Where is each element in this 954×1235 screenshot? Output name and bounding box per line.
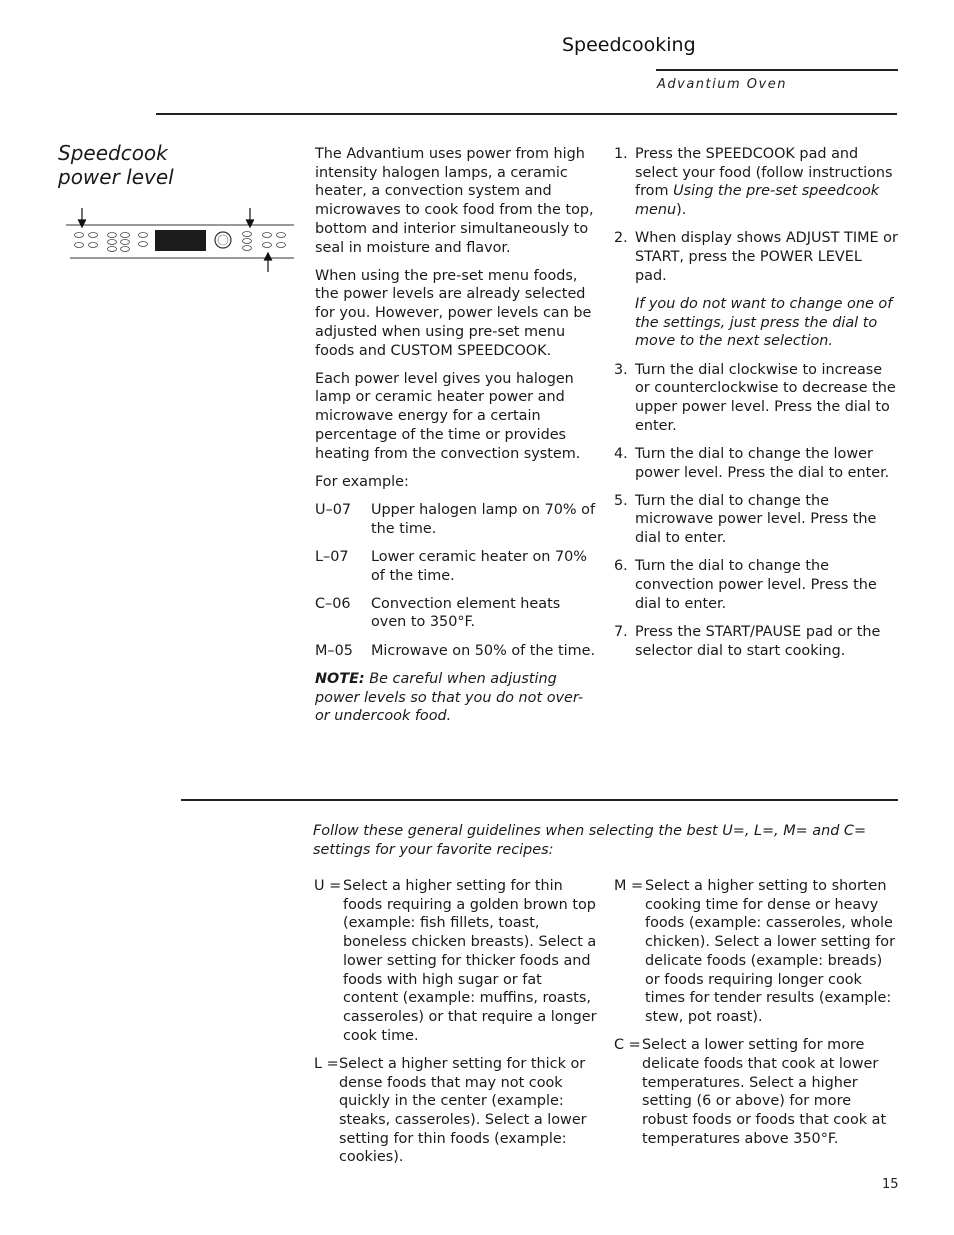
guideline-item	[614, 877, 898, 1027]
intro-paragraph: Each power level gives you halogen lamp or ceramic heater power and microwave energy for a certain percentage of the time or provides heating from the convection system.	[315, 370, 581, 462]
example-row	[315, 501, 597, 538]
step-text: Press the SPEEDCOOK pad and select your food (follow instructions from	[635, 146, 893, 200]
section-title-line1: Speedcook	[58, 141, 168, 165]
example-code: C–06	[315, 595, 351, 612]
example-row	[315, 642, 597, 661]
step-number: 5.	[614, 492, 628, 509]
header-rule	[656, 69, 898, 71]
step-text: When display shows ADJUST TIME or START, press the POWER LEVEL pad.	[635, 230, 898, 284]
intro-paragraph: The Advantium uses power from high intensity halogen lamps, a ceramic heater, a convection system and microwaves to cook food from the top, bottom and interior simultaneously to seal in moisture and flavor.	[315, 146, 594, 256]
guideline-text: Select a higher setting for thin foods requiring a golden brown top (example: fish fillets, toast, boneless chicken breasts). Select a lower setting for thicker foods and foods with high sugar or fat content (example: muffins, roasts, casseroles) or that require a longer cook time.	[343, 878, 597, 1044]
step-text: Turn the dial to change the lower power level. Press the dial to enter.	[635, 445, 890, 481]
note-label: NOTE:	[315, 670, 365, 687]
header-subtitle: Advantium Oven	[657, 77, 787, 92]
note-paragraph	[315, 670, 597, 726]
step-item	[614, 361, 898, 436]
step-number: 4.	[614, 445, 628, 462]
header-title: Speedcooking	[562, 34, 696, 56]
step-text: Turn the dial clockwise to increase or counterclockwise to decrease the upper power level. Press the dial to enter.	[635, 361, 896, 434]
guidelines-divider	[181, 799, 898, 801]
step-item	[614, 229, 898, 351]
step-reference: Using the pre-set speedcook menu	[635, 183, 880, 219]
left-button-cluster	[75, 233, 148, 252]
example-text: Lower ceramic heater on 70% of the time.	[371, 548, 587, 584]
guidelines-intro: Follow these general guidelines when selecting the best U=, L=, M= and C= settings for your favorite recipes:	[313, 823, 867, 858]
step-number: 2.	[614, 230, 628, 247]
step-item	[614, 492, 898, 548]
guideline-text: Select a higher setting for thick or dense foods that may not cook quickly in the center (example: steaks, casseroles). Select a lower setting for thin foods (example: cookies).	[339, 1055, 587, 1166]
step-list	[614, 145, 898, 660]
step-number: 6.	[614, 558, 628, 575]
step-number: 7.	[614, 623, 628, 640]
right-button-cluster	[243, 232, 286, 251]
step-item	[614, 145, 898, 220]
selector-dial-icon	[215, 232, 231, 248]
section-divider	[156, 113, 897, 115]
step-item	[614, 557, 898, 613]
intro-paragraph: When using the pre-set menu foods, the power levels are already selected for you. However, power levels can be adjusted when using pre-set menu foods and CUSTOM SPEEDCOOK.	[315, 267, 592, 359]
step-text-end: ).	[676, 202, 687, 219]
intro-column	[315, 145, 597, 735]
example-row	[315, 548, 597, 585]
example-text: Convection element heats oven to 350°F.	[371, 595, 561, 631]
steps-column	[614, 145, 898, 670]
step-text: Turn the dial to change the microwave power level. Press the dial to enter.	[635, 492, 877, 547]
guideline-item	[314, 877, 600, 1045]
example-text: Microwave on 50% of the time.	[371, 642, 596, 659]
example-code: L–07	[315, 548, 349, 565]
example-code: U–07	[315, 501, 352, 518]
step-note: If you do not want to change one of the settings, just press the dial to move to the next selection.	[635, 295, 893, 350]
step-number: 1.	[614, 146, 628, 162]
guideline-lead: C =	[614, 1037, 641, 1054]
example-code: M–05	[315, 642, 353, 659]
step-text: Turn the dial to change the convection power level. Press the dial to enter.	[635, 558, 877, 612]
guideline-item	[314, 1055, 600, 1167]
step-text: Press the START/PAUSE pad or the selector dial to start cooking.	[635, 623, 881, 659]
oven-display	[155, 230, 206, 251]
guideline-lead: L =	[314, 1055, 339, 1072]
example-heading: For example:	[315, 473, 409, 490]
guideline-item	[614, 1036, 898, 1148]
guideline-lead: U =	[314, 878, 342, 894]
example-row	[315, 595, 597, 632]
note-text: Be careful when adjusting power levels so that you do not over- or undercook food.	[315, 670, 584, 725]
page-number: 15	[882, 1177, 899, 1192]
guideline-text: Select a lower setting for more delicate foods that cook at lower temperatures. Select a higher setting (6 or above) for more robust foods or foods that cook at temperatures above 350°F.	[642, 1037, 887, 1147]
step-item	[614, 445, 898, 482]
step-item	[614, 623, 898, 660]
guidelines-column-left	[314, 877, 600, 1177]
guideline-lead: M =	[614, 878, 644, 894]
guidelines-column-right	[614, 877, 898, 1158]
control-panel-illustration	[66, 204, 298, 276]
step-number: 3.	[614, 361, 628, 378]
section-title-line2: power level	[58, 165, 174, 189]
example-text: Upper halogen lamp on 70% of the time.	[371, 501, 596, 537]
section-title	[58, 141, 174, 189]
guideline-text: Select a higher setting to shorten cooking time for dense or heavy foods (example: casseroles, whole chicken). Select a lower setting for delicate foods (example: breads) or foods requiring longer cook times for tender results (example: stew, pot roast).	[645, 878, 896, 1025]
